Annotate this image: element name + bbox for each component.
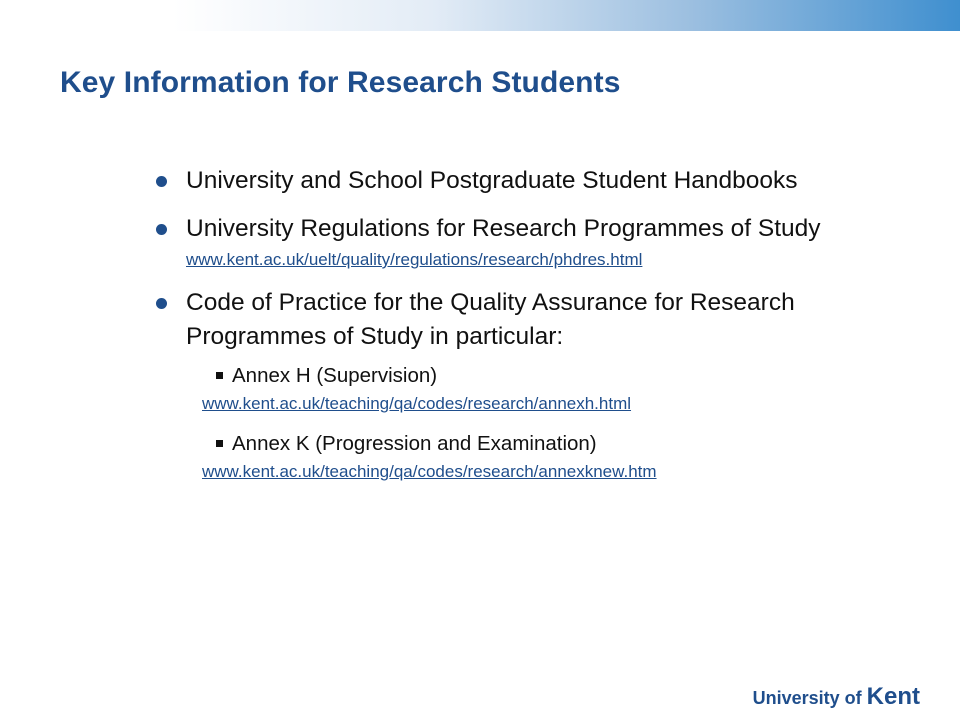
university-logo: University of Kent (752, 683, 920, 710)
square-bullet-icon (216, 372, 223, 379)
sub-list-item-text: Annex K (Progression and Examination) (232, 432, 597, 455)
bullet-dot-icon (156, 298, 167, 309)
list-item-text: University Regulations for Research Programmes of Study (186, 215, 821, 242)
sub-list-item (202, 430, 910, 484)
list-item-text: Code of Practice for the Quality Assurance for Research Programmes of Study in particular: (186, 289, 795, 350)
page-title: Key Information for Research Students (60, 66, 621, 99)
bullet-list (150, 164, 910, 498)
regulations-link[interactable]: www.kent.ac.uk/uelt/quality/regulations/research/phdres.html (186, 250, 643, 269)
sub-list-item-text: Annex H (Supervision) (232, 364, 438, 387)
bullet-dot-icon (156, 224, 167, 235)
list-item (150, 212, 910, 272)
sub-list-item (202, 362, 910, 416)
header-gradient-band (0, 0, 960, 31)
annex-k-link[interactable]: www.kent.ac.uk/teaching/qa/codes/research/annexknew.htm (202, 462, 657, 481)
list-item (150, 286, 910, 354)
annex-h-link[interactable]: www.kent.ac.uk/teaching/qa/codes/research/annexh.html (202, 394, 632, 413)
bullet-dot-icon (156, 176, 167, 187)
list-item (150, 164, 910, 198)
list-item-text: University and School Postgraduate Student Handbooks (186, 167, 798, 194)
sub-list (150, 362, 910, 484)
square-bullet-icon (216, 440, 223, 447)
